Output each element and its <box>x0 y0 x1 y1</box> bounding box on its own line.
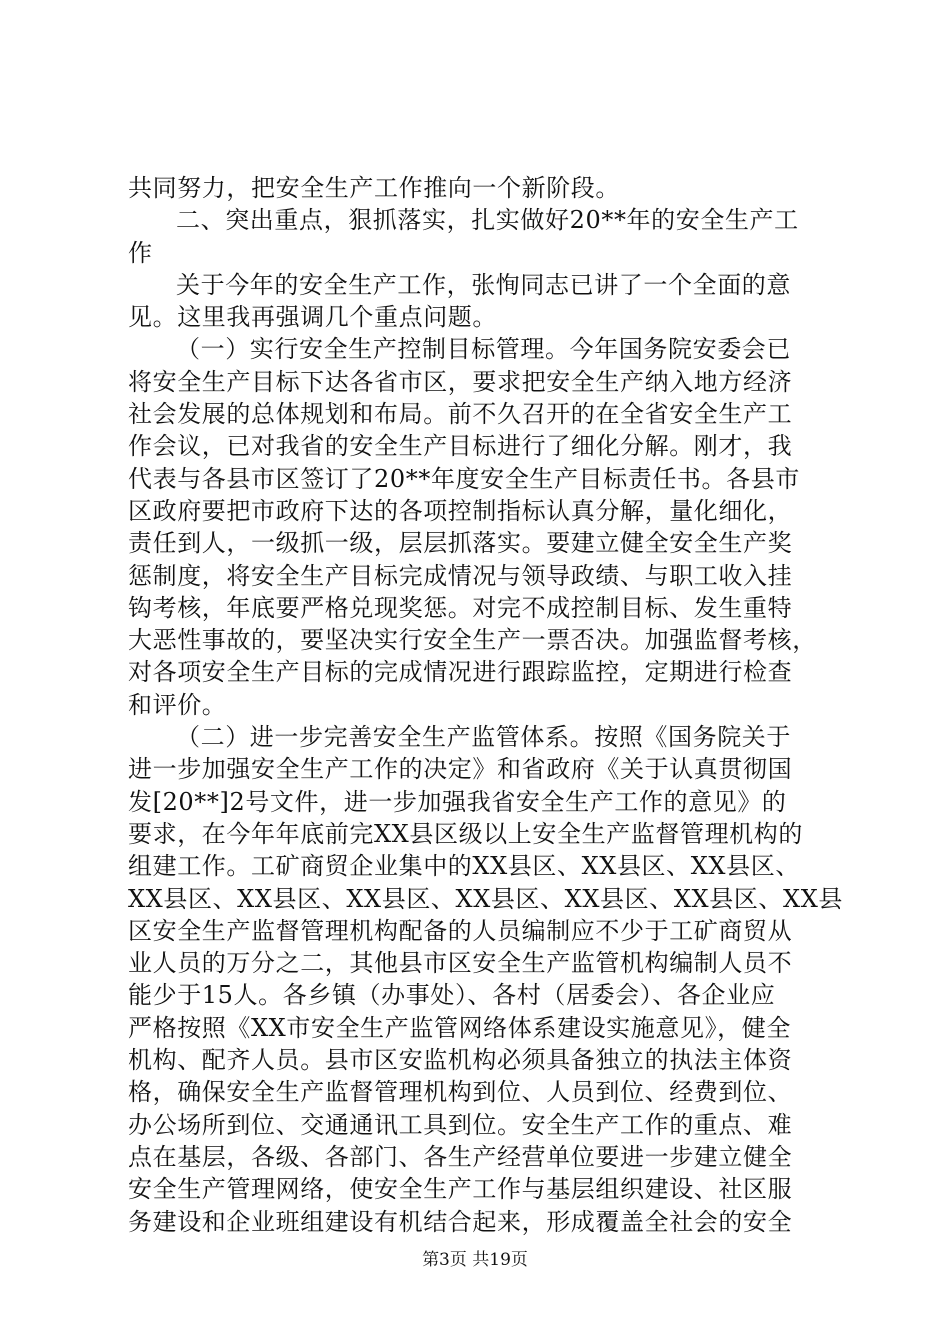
text-line: 大恶性事故的，要坚决实行安全生产一票否决。加强监督考核， <box>128 626 817 655</box>
text-line: XX县区、XX县区、XX县区、XX县区、XX县区、XX县区、XX县 <box>128 884 844 913</box>
text-line: 业人员的万分之二，其他县市区安全生产监管机构编制人员不 <box>128 949 793 978</box>
text-line: 将安全生产目标下达各省市区，要求把安全生产纳入地方经济 <box>128 367 793 396</box>
text-line: （二）进一步完善安全生产监管体系。按照《国务院关于 <box>176 723 791 752</box>
text-line: 办公场所到位、交通通讯工具到位。安全生产工作的重点、难 <box>128 1110 793 1139</box>
text-line: 责任到人，一级抓一级，层层抓落实。要建立健全安全生产奖 <box>128 529 793 558</box>
page-footer: 第3页 共19页 <box>422 1250 528 1270</box>
text-line: 组建工作。工矿商贸企业集中的XX县区、XX县区、XX县区、 <box>128 852 800 881</box>
text-line: 要求，在今年年底前完XX县区级以上安全生产监督管理机构的 <box>128 819 803 848</box>
text-line: 严格按照《XX市安全生产监管网络体系建设实施意见》，健全 <box>128 1013 791 1042</box>
text-line: 共同努力，把安全生产工作推向一个新阶段。 <box>128 174 620 202</box>
text-line: 发[20**]2号文件，进一步加强我省安全生产工作的意见》的 <box>128 787 787 816</box>
text-line: 格，确保安全生产监督管理机构到位、人员到位、经费到位、 <box>128 1078 793 1107</box>
text-line: （一）实行安全生产控制目标管理。今年国务院安委会已 <box>176 335 791 364</box>
text-line: 作 <box>128 238 153 267</box>
text-line: 区政府要把市政府下达的各项控制指标认真分解，量化细化， <box>128 496 793 525</box>
text-line: 社会发展的总体规划和布局。前不久召开的在全省安全生产工 <box>128 400 793 429</box>
document-body <box>128 172 844 1238</box>
text-line: 点在基层，各级、各部门、各生产经营单位要进一步建立健全 <box>128 1142 793 1171</box>
text-line: 作会议，已对我省的安全生产目标进行了细化分解。刚才，我 <box>128 432 793 461</box>
text-line: 区安全生产监督管理机构配备的人员编制应不少于工矿商贸从 <box>128 916 793 945</box>
text-line: 见。这里我再强调几个重点问题。 <box>128 303 497 332</box>
text-line: 钩考核，年底要严格兑现奖惩。对完不成控制目标、发生重特 <box>128 593 793 622</box>
text-line: 务建设和企业班组建设有机结合起来，形成覆盖全社会的安全 <box>128 1207 793 1236</box>
text-line: 代表与各县市区签订了20**年度安全生产目标责任书。各县市 <box>128 464 800 493</box>
text-line: 二、突出重点，狠抓落实，扎实做好20**年的安全生产工 <box>176 206 799 235</box>
text-line: 和评价。 <box>128 690 227 719</box>
text-line: 安全生产管理网络，使安全生产工作与基层组织建设、社区服 <box>128 1175 793 1204</box>
text-line: 惩制度，将安全生产目标完成情况与领导政绩、与职工收入挂 <box>128 561 793 590</box>
text-line: 关于今年的安全生产工作，张恂同志已讲了一个全面的意 <box>176 270 791 299</box>
text-line: 进一步加强安全生产工作的决定》和省政府《关于认真贯彻国 <box>128 755 793 784</box>
text-line: 能少于15人。各乡镇（办事处）、各村（居委会）、各企业应 <box>128 981 776 1010</box>
text-line: 对各项安全生产目标的完成情况进行跟踪监控，定期进行检查 <box>128 658 793 687</box>
text-line: 机构、配齐人员。县市区安监机构必须具备独立的执法主体资 <box>128 1046 793 1075</box>
